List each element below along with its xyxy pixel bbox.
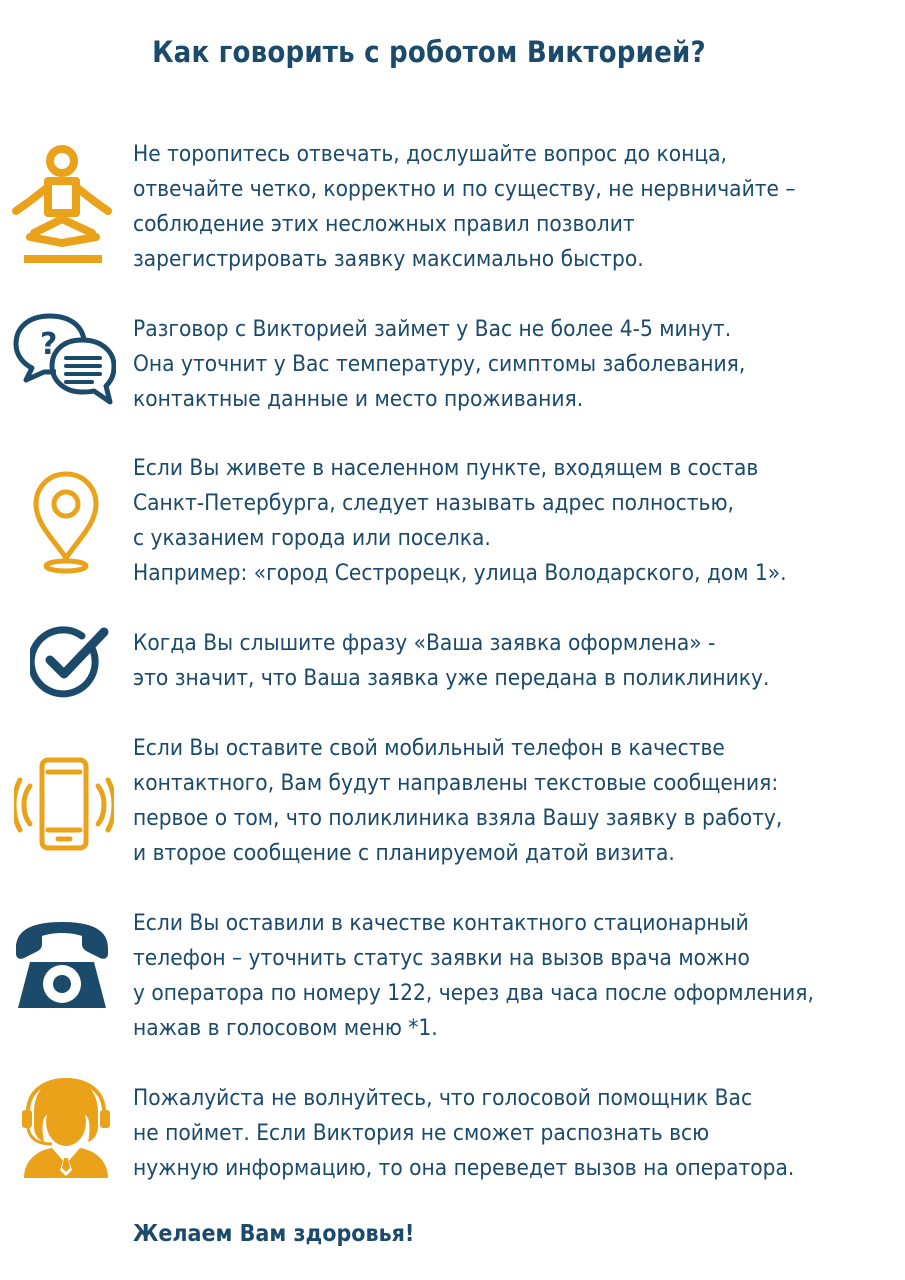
text-line: первое о том, что поликлиника взяла Вашу заявку в работу, xyxy=(133,805,783,831)
location-pin-icon xyxy=(30,470,102,576)
section-text-5 xyxy=(133,731,893,871)
section-text-7 xyxy=(133,1081,893,1186)
text-line: соблюдение этих несложных правил позволит xyxy=(133,211,635,237)
text-line: и второе сообщение с планируемой датой визита. xyxy=(133,840,675,866)
text-line: с указанием города или поселка. xyxy=(133,525,491,551)
text-line: Разговор с Викторией займет у Вас не более 4-5 минут. xyxy=(133,316,732,342)
section-text-4 xyxy=(133,626,893,696)
section-text-2 xyxy=(133,312,893,417)
section-text-6 xyxy=(133,906,893,1046)
rotary-phone-icon xyxy=(12,918,112,1014)
text-line: Если Вы живете в населенном пункте, входящем в состав xyxy=(133,455,759,481)
chat-bubbles-icon xyxy=(12,312,116,408)
text-line: Не торопитесь отвечать, дослушайте вопрос до конца, xyxy=(133,141,727,167)
text-line: нажав в голосовом меню *1. xyxy=(133,1015,438,1041)
text-line: Санкт-Петербурга, следует называть адрес полностью, xyxy=(133,490,734,516)
text-line: Когда Вы слышите фразу «Ваша заявка оформлена» - xyxy=(133,630,716,656)
text-line: Пожалуйста не волнуйтесь, что голосовой помощник Вас xyxy=(133,1085,753,1111)
section-text-3 xyxy=(133,451,893,591)
text-line: контактные данные и место проживания. xyxy=(133,386,584,412)
checkmark-icon xyxy=(30,624,110,698)
operator-icon xyxy=(18,1074,114,1180)
text-line: у оператора по номеру 122, через два часа после оформления, xyxy=(133,980,814,1006)
text-line: зарегистрировать заявку максимально быстро. xyxy=(133,246,644,272)
text-line: Она уточнит у Вас температуру, симптомы заболевания, xyxy=(133,351,746,377)
mobile-phone-icon xyxy=(14,756,114,854)
text-line: не поймет. Если Виктория не сможет распознать всю xyxy=(133,1120,710,1146)
svg-text:?: ? xyxy=(40,327,58,362)
text-line: телефон – уточнить статус заявки на вызов врача можно xyxy=(133,945,750,971)
closing-wish: Желаем Вам здоровья! xyxy=(133,1221,415,1247)
text-line: нужную информацию, то она переведет вызов на оператора. xyxy=(133,1155,795,1181)
text-line: контактного, Вам будут направлены текстовые сообщения: xyxy=(133,770,779,796)
meditation-icon xyxy=(10,143,116,265)
text-line: Если Вы оставите свой мобильный телефон в качестве xyxy=(133,735,725,761)
section-text-1 xyxy=(133,137,893,277)
text-line: Например: «город Сестрорецк, улица Володарского, дом 1». xyxy=(133,560,787,586)
text-line: отвечайте четко, корректно и по существу, не нервничайте – xyxy=(133,176,796,202)
page-title: Как говорить с роботом Викторией? xyxy=(152,35,706,69)
text-line: Если Вы оставили в качестве контактного стационарный xyxy=(133,910,749,936)
text-line: это значит, что Ваша заявка уже передана в поликлинику. xyxy=(133,665,770,691)
